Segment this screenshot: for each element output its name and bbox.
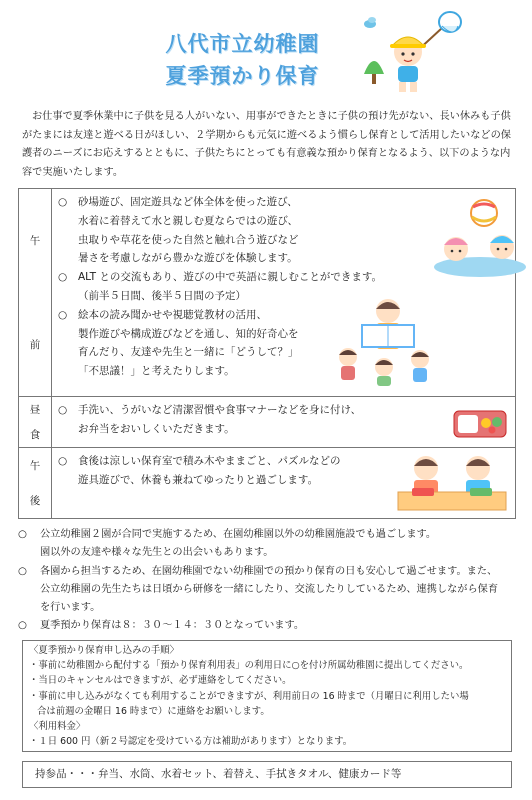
label-afternoon-char-2: 後 (29, 495, 41, 507)
note-item (18, 617, 518, 635)
morning-p1-line-3: 虫取りや草花を使った自然と触れ合う遊びなど (78, 233, 299, 246)
bullet-mark: ○ (58, 271, 68, 284)
lunch-p1-line-1: 手洗い、うがいなど清潔習慣や食事マナーなどを身に付け、 (78, 404, 362, 416)
morning-p2-line-2: （前半５日間、後半５日間の予定） (78, 289, 246, 302)
morning-p2-line-1: ALT との交流もあり、遊びの中で英語に親しむことができます。 (78, 271, 382, 284)
title-line-1: 八代市立幼稚園 (165, 32, 320, 56)
morning-p3-line-3: 育んだり、友達や先生と一緒に「どうして？」 (78, 346, 299, 359)
label-lunch-char-2: 食 (29, 429, 41, 441)
schedule-row-morning (19, 189, 515, 396)
picture-book-reading-illustration (332, 295, 442, 387)
afternoon-p1-line-2: 遊具遊びで、休養も兼ねてゆったりと過ごします。 (78, 473, 319, 486)
bullet-mark: ○ (58, 455, 68, 467)
label-afternoon (19, 448, 52, 518)
schedule-table (18, 188, 516, 519)
note-2-line-2: 公立幼稚園の先生たちは日頃から研修を一緒にしたり、交流したりしているため、連携しながら保育 (40, 583, 499, 595)
morning-p1-line-1: 砂場遊び、固定遊具など体全体を使った遊び、 (78, 196, 298, 208)
label-morning (19, 189, 52, 396)
children-eating-illustration (396, 452, 508, 512)
label-lunch (19, 397, 52, 447)
schedule-row-afternoon (19, 447, 515, 518)
note-2-line-1: 各園から担当するため、在園幼稚園でない幼稚園での預かり保育の日も安心して過ごせます。また、 (40, 565, 498, 577)
bullet-mark: ○ (18, 529, 27, 540)
swimming-children-illustration (432, 197, 528, 279)
note-item (18, 526, 518, 563)
bento-box-illustration (452, 405, 508, 441)
fee-heading: 〈利用料金〉 (29, 721, 86, 733)
note-1-line-1: 公立幼稚園２園が合同で実施するため、在園幼稚園以外の幼稚園施設でも過ごします。 (40, 529, 437, 540)
label-morning-char-1: 午 (29, 235, 41, 248)
procedure-item-1: ・事前に幼稚園から配付する「預かり保育利用表」の利用日に○を付け所属幼稚園に提出してください。 (29, 660, 469, 672)
note-1-line-2: 園以外の友達や様々な先生との出会いもあります。 (40, 547, 274, 559)
bullet-mark: ○ (58, 308, 68, 321)
procedure-heading: 〈夏季預かり保育申し込みの手順〉 (29, 645, 180, 656)
bullet-mark: ○ (58, 196, 68, 208)
bullet-mark: ○ (18, 565, 27, 577)
morning-p1-line-2: 水着に着替えて水と親しむ夏ならではの遊び、 (78, 214, 298, 227)
afternoon-content (52, 448, 515, 518)
procedure-item-2: ・当日のキャンセルはできますが、必ず連絡をしてください。 (29, 675, 292, 687)
lunch-content (52, 397, 515, 447)
belongings-box: 持参品・・・弁当、水筒、水着セット、着替え、手拭きタオル、健康カード等 (22, 761, 512, 788)
fee-text: ・１日 600 円（新２号認定を受けている方は補助があります）となります。 (29, 736, 353, 748)
label-lunch-char-1: 昼 (29, 404, 41, 416)
procedure-box (22, 640, 512, 752)
bullet-mark: ○ (58, 404, 68, 416)
morning-content (52, 189, 515, 396)
label-afternoon-char-1: 午 (29, 460, 41, 472)
bullet-mark: ○ (18, 620, 27, 632)
child-with-net-illustration (358, 8, 478, 96)
title-line-2: 夏季預かり保育 (165, 64, 320, 88)
intro-paragraph: お仕事で夏季休業中に子供を見る人がいない、用事ができたときに子供の預け先がない、長い休みも子供がたまには友達と遊べる日がほしい、２学期からも元気に遊べるよう慣らし保育として活用したいなどの保護者のニーズにお応えするとともに、子供たちにとっても有意義な預かり保育となるよう、以下のような内容で実施いたします。 (22, 111, 511, 178)
note-3-line-1: 夏季預かり保育は８：３０～１４：３０となっています。 (40, 620, 305, 632)
note-2-line-3: を行います。 (40, 602, 101, 614)
procedure-item-3: ・事前に申し込みがなくても利用することができますが、利用前日の 16 時まで（月曜日に利用したい場 (29, 690, 469, 702)
afternoon-p1-line-1: 食後は涼しい保育室で積み木やままごと、パズルなどの (78, 455, 341, 467)
notes-list (18, 526, 518, 636)
morning-p3-line-2: 製作遊びや構成遊びなどを通し、知的好奇心を (78, 327, 299, 340)
schedule-row-lunch (19, 396, 515, 447)
morning-p3-line-1: 絵本の読み聞かせや視聴覚教材の活用、 (78, 308, 267, 321)
procedure-item-3-cont: 合は前週の金曜日 16 時まで）に連絡をお願いします。 (37, 705, 270, 717)
morning-p1-line-4: 暑さを考慮しながら豊かな遊びを体験します。 (78, 252, 298, 265)
note-item (18, 563, 518, 618)
label-morning-char-2: 前 (29, 338, 41, 351)
lunch-p1-line-2: お弁当をおいしくいただきます。 (78, 422, 235, 435)
morning-p3-line-4: 「不思議！」と考えたりします。 (78, 365, 235, 378)
